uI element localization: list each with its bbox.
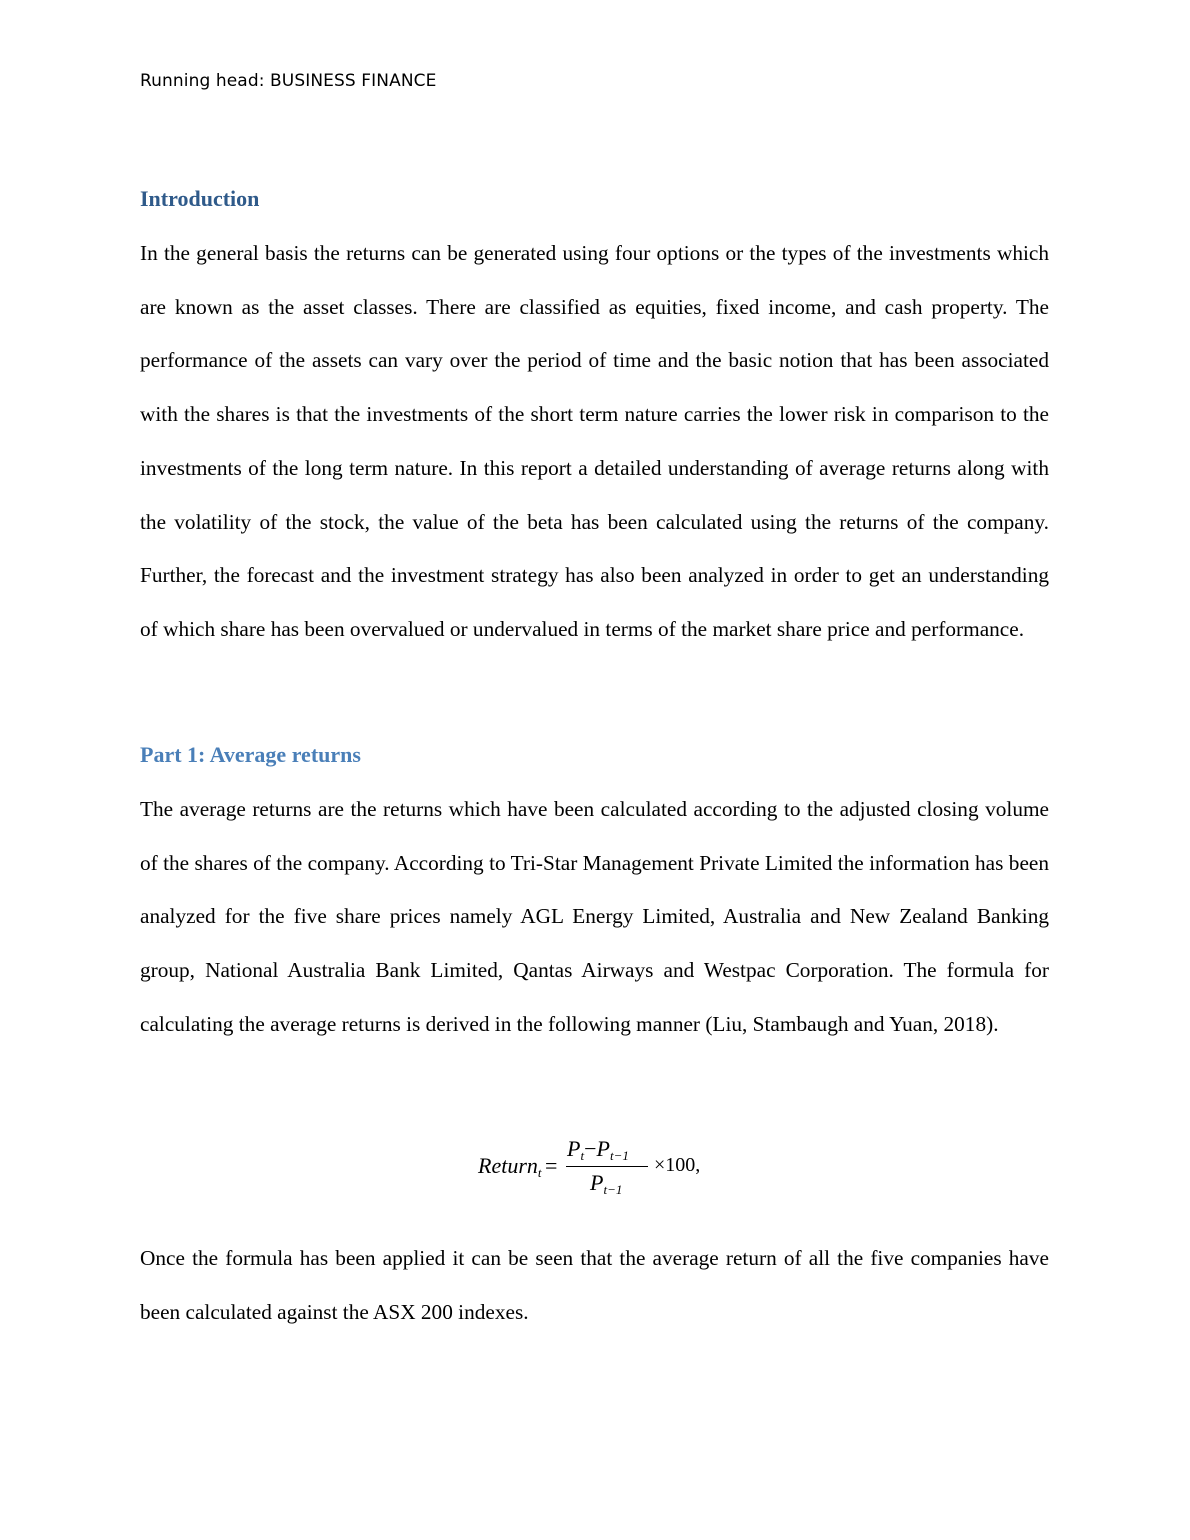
formula-lhs: Return$_t$ [478, 1153, 542, 1180]
part1-paragraph: The average returns are the returns which have been calculated according to the adjusted closing volume of the shares of the company. According to Tri-Star Management Private Limited the information has been analyzed for the five share prices namely AGL Energy Limited, Australia and New Zealand Banking group, National Australia Bank Limited, Qantas Airways and Westpac Corporation. The formula for calculating the average returns is derived in the following manner (Liu, Stambaugh and Yuan, 2018). [140, 797, 1049, 1036]
return-formula [478, 1136, 738, 1206]
fraction-bar [566, 1166, 648, 1167]
formula-multiplier: ×100, [654, 1154, 701, 1176]
introduction-paragraph: In the general basis the returns can be generated using four options or the types of the investments which are known as the asset classes. There are classified as equities, fixed income, and cash property. The performance of the assets can vary over the period of time and the basic notion that has been associated with the shares is that the investments of the short term nature carries the lower risk in comparison to the investments of the long term nature. In this report a detailed understanding of average returns along with the volatility of the stock, the value of the beta has been calculated using the returns of the company. Further, the forecast and the investment strategy has also been analyzed in order to get an understanding of which share has been overvalued or undervalued in terms of the market share price and performance. [140, 241, 1049, 641]
formula-numerator: $P_t-P_{t-1}$ [567, 1136, 629, 1163]
formula-equals: = [545, 1153, 558, 1178]
running-head: Running head: BUSINESS FINANCE [140, 71, 437, 91]
introduction-heading: Introduction [140, 186, 260, 211]
formula-denominator: $P_{t-1}$ [590, 1170, 623, 1197]
closing-paragraph: Once the formula has been applied it can be seen that the average return of all the five companies have been calculated against the ASX 200 indexes. [140, 1246, 1049, 1324]
part1-heading: Part 1: Average returns [140, 742, 361, 767]
